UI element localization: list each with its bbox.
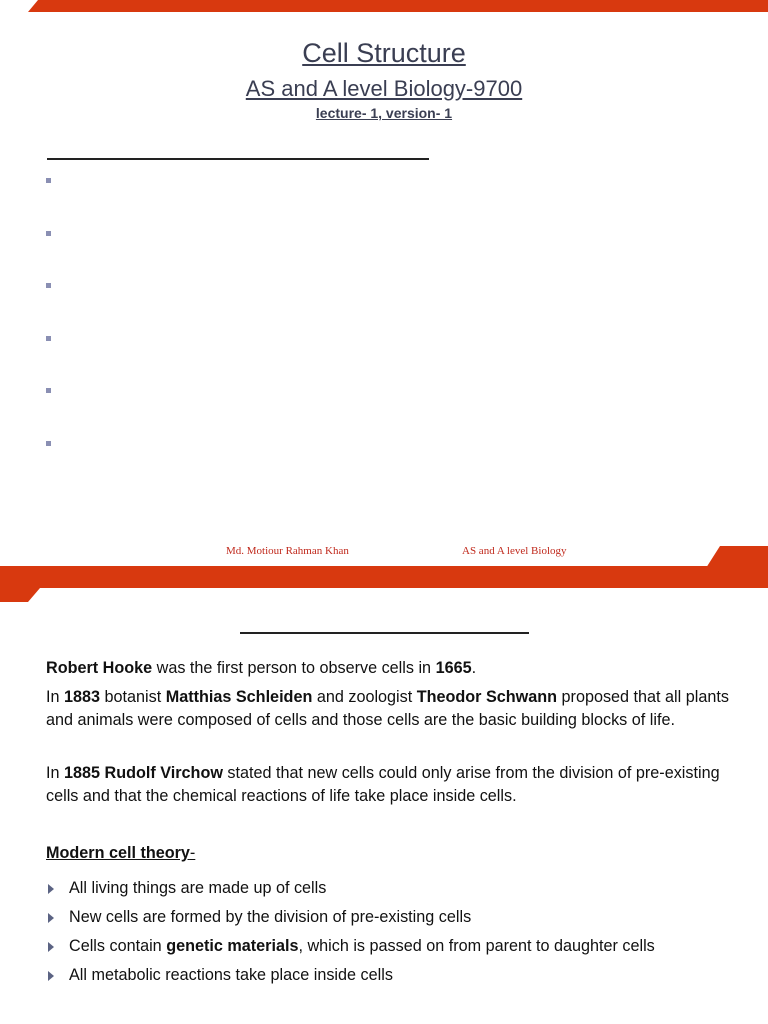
modern-cell-theory-heading: Modern cell theory- (46, 844, 196, 862)
bullet-square-icon (46, 441, 51, 446)
top-accent-band (0, 0, 768, 12)
mid-accent-notch (706, 546, 768, 568)
triangle-bullet-icon (48, 913, 54, 923)
footer-course: AS and A level Biology (462, 545, 567, 557)
divider-line (47, 158, 429, 160)
triangle-bullet-icon (48, 942, 54, 952)
history-paragraph-schleiden-schwann: In 1883 botanist Matthias Schleiden and zoologist Theodor Schwann proposed that all plants and animals were composed of cells and those cells are the basic building blocks of life. (46, 688, 729, 729)
history-paragraph-virchow: In 1885 Rudolf Virchow stated that new cells could only arise from the division of pre-existing cells and that the chemical reactions of life take place inside cells. (46, 764, 720, 805)
list-item: Cells contain genetic materials, which is passed on from parent to daughter cells (46, 932, 655, 961)
bullet-square-icon (46, 388, 51, 393)
divider-line (240, 632, 529, 634)
lecture-label: lecture- 1, version- 1 (315, 105, 453, 121)
list-item: All metabolic reactions take place inside cells (46, 961, 655, 990)
bullet-square-icon (46, 283, 51, 288)
history-paragraph-hooke: Robert Hooke was the first person to observe cells in 1665. (46, 659, 477, 677)
triangle-bullet-icon (48, 884, 54, 894)
list-item: New cells are formed by the division of pre-existing cells (46, 903, 655, 932)
bullet-square-icon (46, 336, 51, 341)
list-item: All living things are made up of cells (46, 874, 655, 903)
slide-subtitle: AS and A level Biology-9700 (245, 76, 523, 101)
slide-title: Cell Structure (302, 38, 466, 68)
footer-author: Md. Motiour Rahman Khan (226, 545, 349, 557)
bullet-square-icon (46, 231, 51, 236)
triangle-bullet-icon (48, 971, 54, 981)
bullet-square-icon (46, 178, 51, 183)
cell-theory-list (46, 874, 655, 990)
mid-accent-tail (0, 588, 40, 602)
mid-accent-band (0, 566, 768, 588)
